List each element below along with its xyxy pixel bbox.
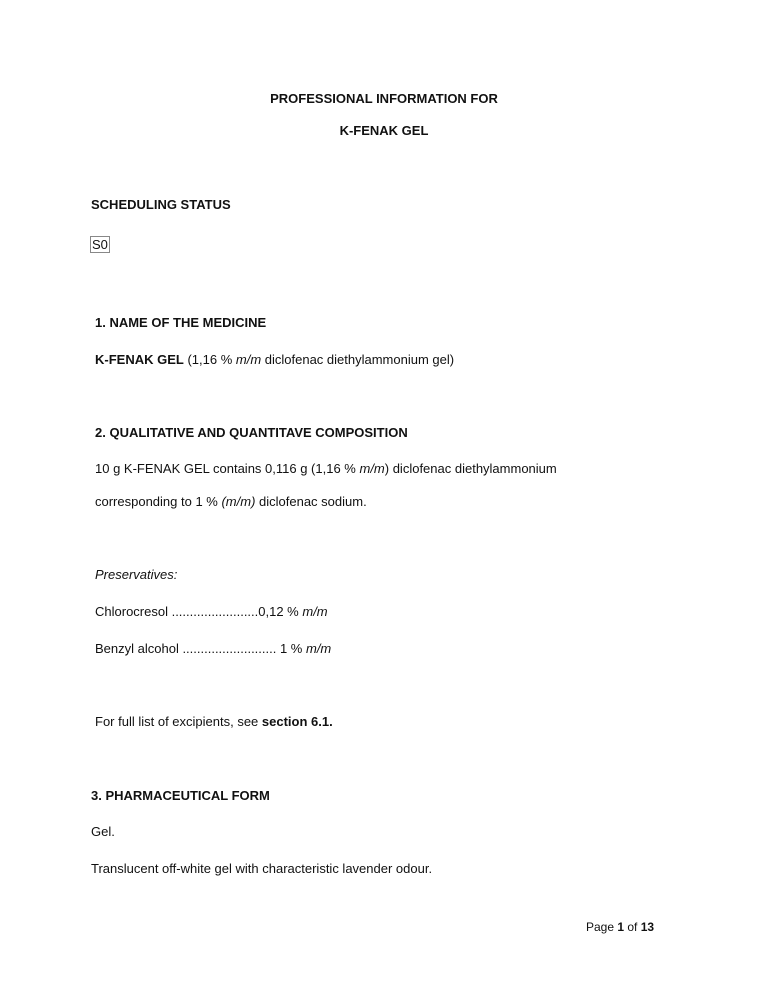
section2-heading: 2. QUALITATIVE AND QUANTITAVE COMPOSITION: [95, 425, 408, 440]
scheduling-status: [90, 237, 110, 253]
composition-line1-b: ) diclofenac diethylammonium: [384, 461, 557, 476]
benzyl-alcohol-text: Benzyl alcohol .......................... 1 %: [95, 641, 306, 656]
page-label: Page: [586, 920, 618, 934]
excipients-section-ref: section 6.1.: [261, 714, 333, 729]
scheduling-heading: SCHEDULING STATUS: [91, 197, 231, 212]
chlorocresol-unit: m/m: [302, 604, 328, 619]
medicine-name-line: [95, 352, 454, 367]
composition-line2-unit: (m/m): [221, 494, 256, 509]
pharmaceutical-form-description: Translucent off-white gel with characteristic lavender odour.: [91, 861, 433, 876]
page-number: [586, 920, 654, 934]
scheduling-status-value: S0: [92, 237, 108, 252]
medicine-desc-2: diclofenac diethylammonium gel): [261, 352, 455, 367]
composition-line2-b: diclofenac sodium.: [255, 494, 367, 509]
composition-line2-a: corresponding to 1 %: [95, 494, 222, 509]
document-title-line2: K-FENAK GEL: [339, 123, 429, 138]
medicine-desc-unit: m/m: [235, 352, 262, 367]
pharmaceutical-form: Gel.: [91, 824, 115, 839]
chlorocresol-line: [95, 604, 328, 619]
benzyl-alcohol-unit: m/m: [305, 641, 332, 656]
medicine-name: K-FENAK GEL: [95, 352, 184, 367]
excipients-line: [95, 714, 333, 729]
benzyl-alcohol-line: [95, 641, 331, 656]
section1-heading: 1. NAME OF THE MEDICINE: [95, 315, 267, 330]
page-of: of: [624, 920, 641, 934]
composition-line2: [95, 494, 367, 509]
section3-heading: 3. PHARMACEUTICAL FORM: [91, 788, 270, 803]
composition-line1-unit: m/m: [359, 461, 385, 476]
composition-line1: [95, 461, 557, 476]
page-total: 13: [640, 920, 655, 934]
excipients-text: For full list of excipients, see: [95, 714, 262, 729]
page-current: 1: [617, 920, 625, 934]
chlorocresol-text: Chlorocresol ........................0,12 %: [95, 604, 303, 619]
medicine-desc-1: (1,16 %: [183, 352, 236, 367]
preservatives-label: Preservatives:: [95, 567, 178, 582]
composition-line1-a: 10 g K-FENAK GEL contains 0,116 g (1,16 %: [95, 461, 360, 476]
document-title-line1: PROFESSIONAL INFORMATION FOR: [270, 91, 498, 106]
